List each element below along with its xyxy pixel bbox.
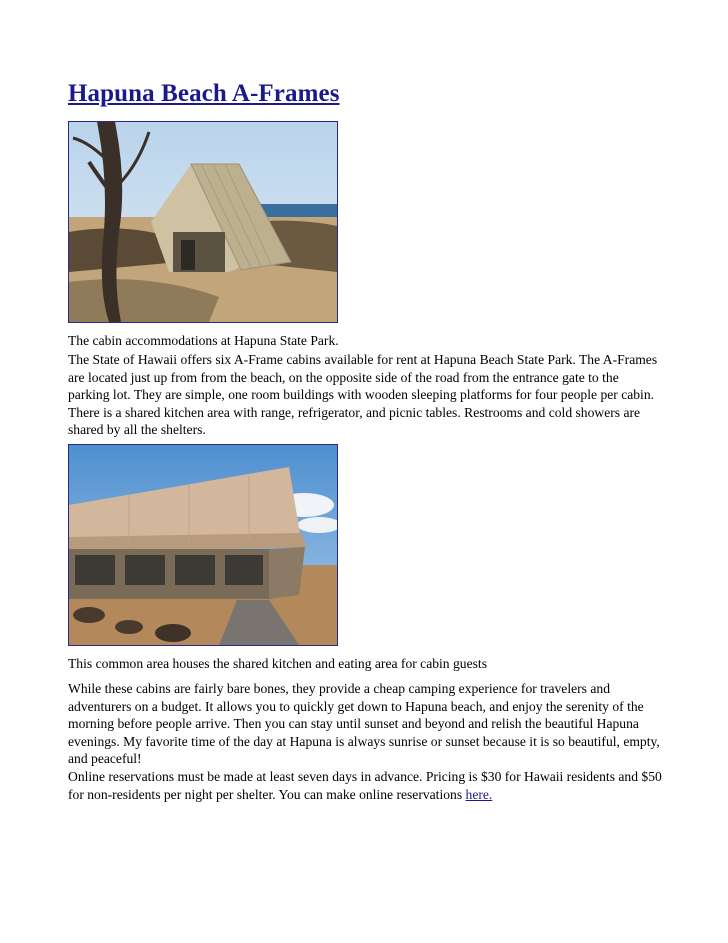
reservation-paragraph: [68, 768, 663, 803]
common-area-photo: [68, 444, 338, 646]
experience-paragraph: While these cabins are fairly bare bones, they provide a cheap camping experience for travelers and adventurers on a budget. It allows you to quickly get down to Hapuna beach, and enjoy the serenity of the morning before people arrive. Then you can stay until sunset and beyond and relish the beautiful Hapuna evenings. My favorite time of the day at Hapuna is always sunrise or sunset because it is so beautiful, empty, and peaceful!: [68, 681, 660, 766]
reservation-text: Online reservations must be made at least seven days in advance. Pricing is $30 for Hawaii residents and $50 for non-residents per night per shelter. You can make online reservations: [68, 769, 662, 802]
page-title[interactable]: Hapuna Beach A-Frames: [68, 80, 340, 107]
photo-caption: This common area houses the shared kitchen and eating area for cabin guests: [68, 656, 487, 671]
reservations-link[interactable]: here.: [465, 786, 493, 802]
a-frame-cabin-photo: [68, 121, 338, 323]
photo-caption: The cabin accommodations at Hapuna State Park.: [68, 333, 339, 348]
intro-paragraph: The State of Hawaii offers six A-Frame cabins available for rent at Hapuna Beach State Park. The A-Frames are located just up from from the beach, on the opposite side of the road from the entrance gate to the parking lot. They are simple, one room buildings with wooden sleeping platforms for four people per cabin. There is a shared kitchen area with range, refrigerator, and picnic tables. Restrooms and cold showers are shared by all the shelters.: [68, 352, 658, 437]
